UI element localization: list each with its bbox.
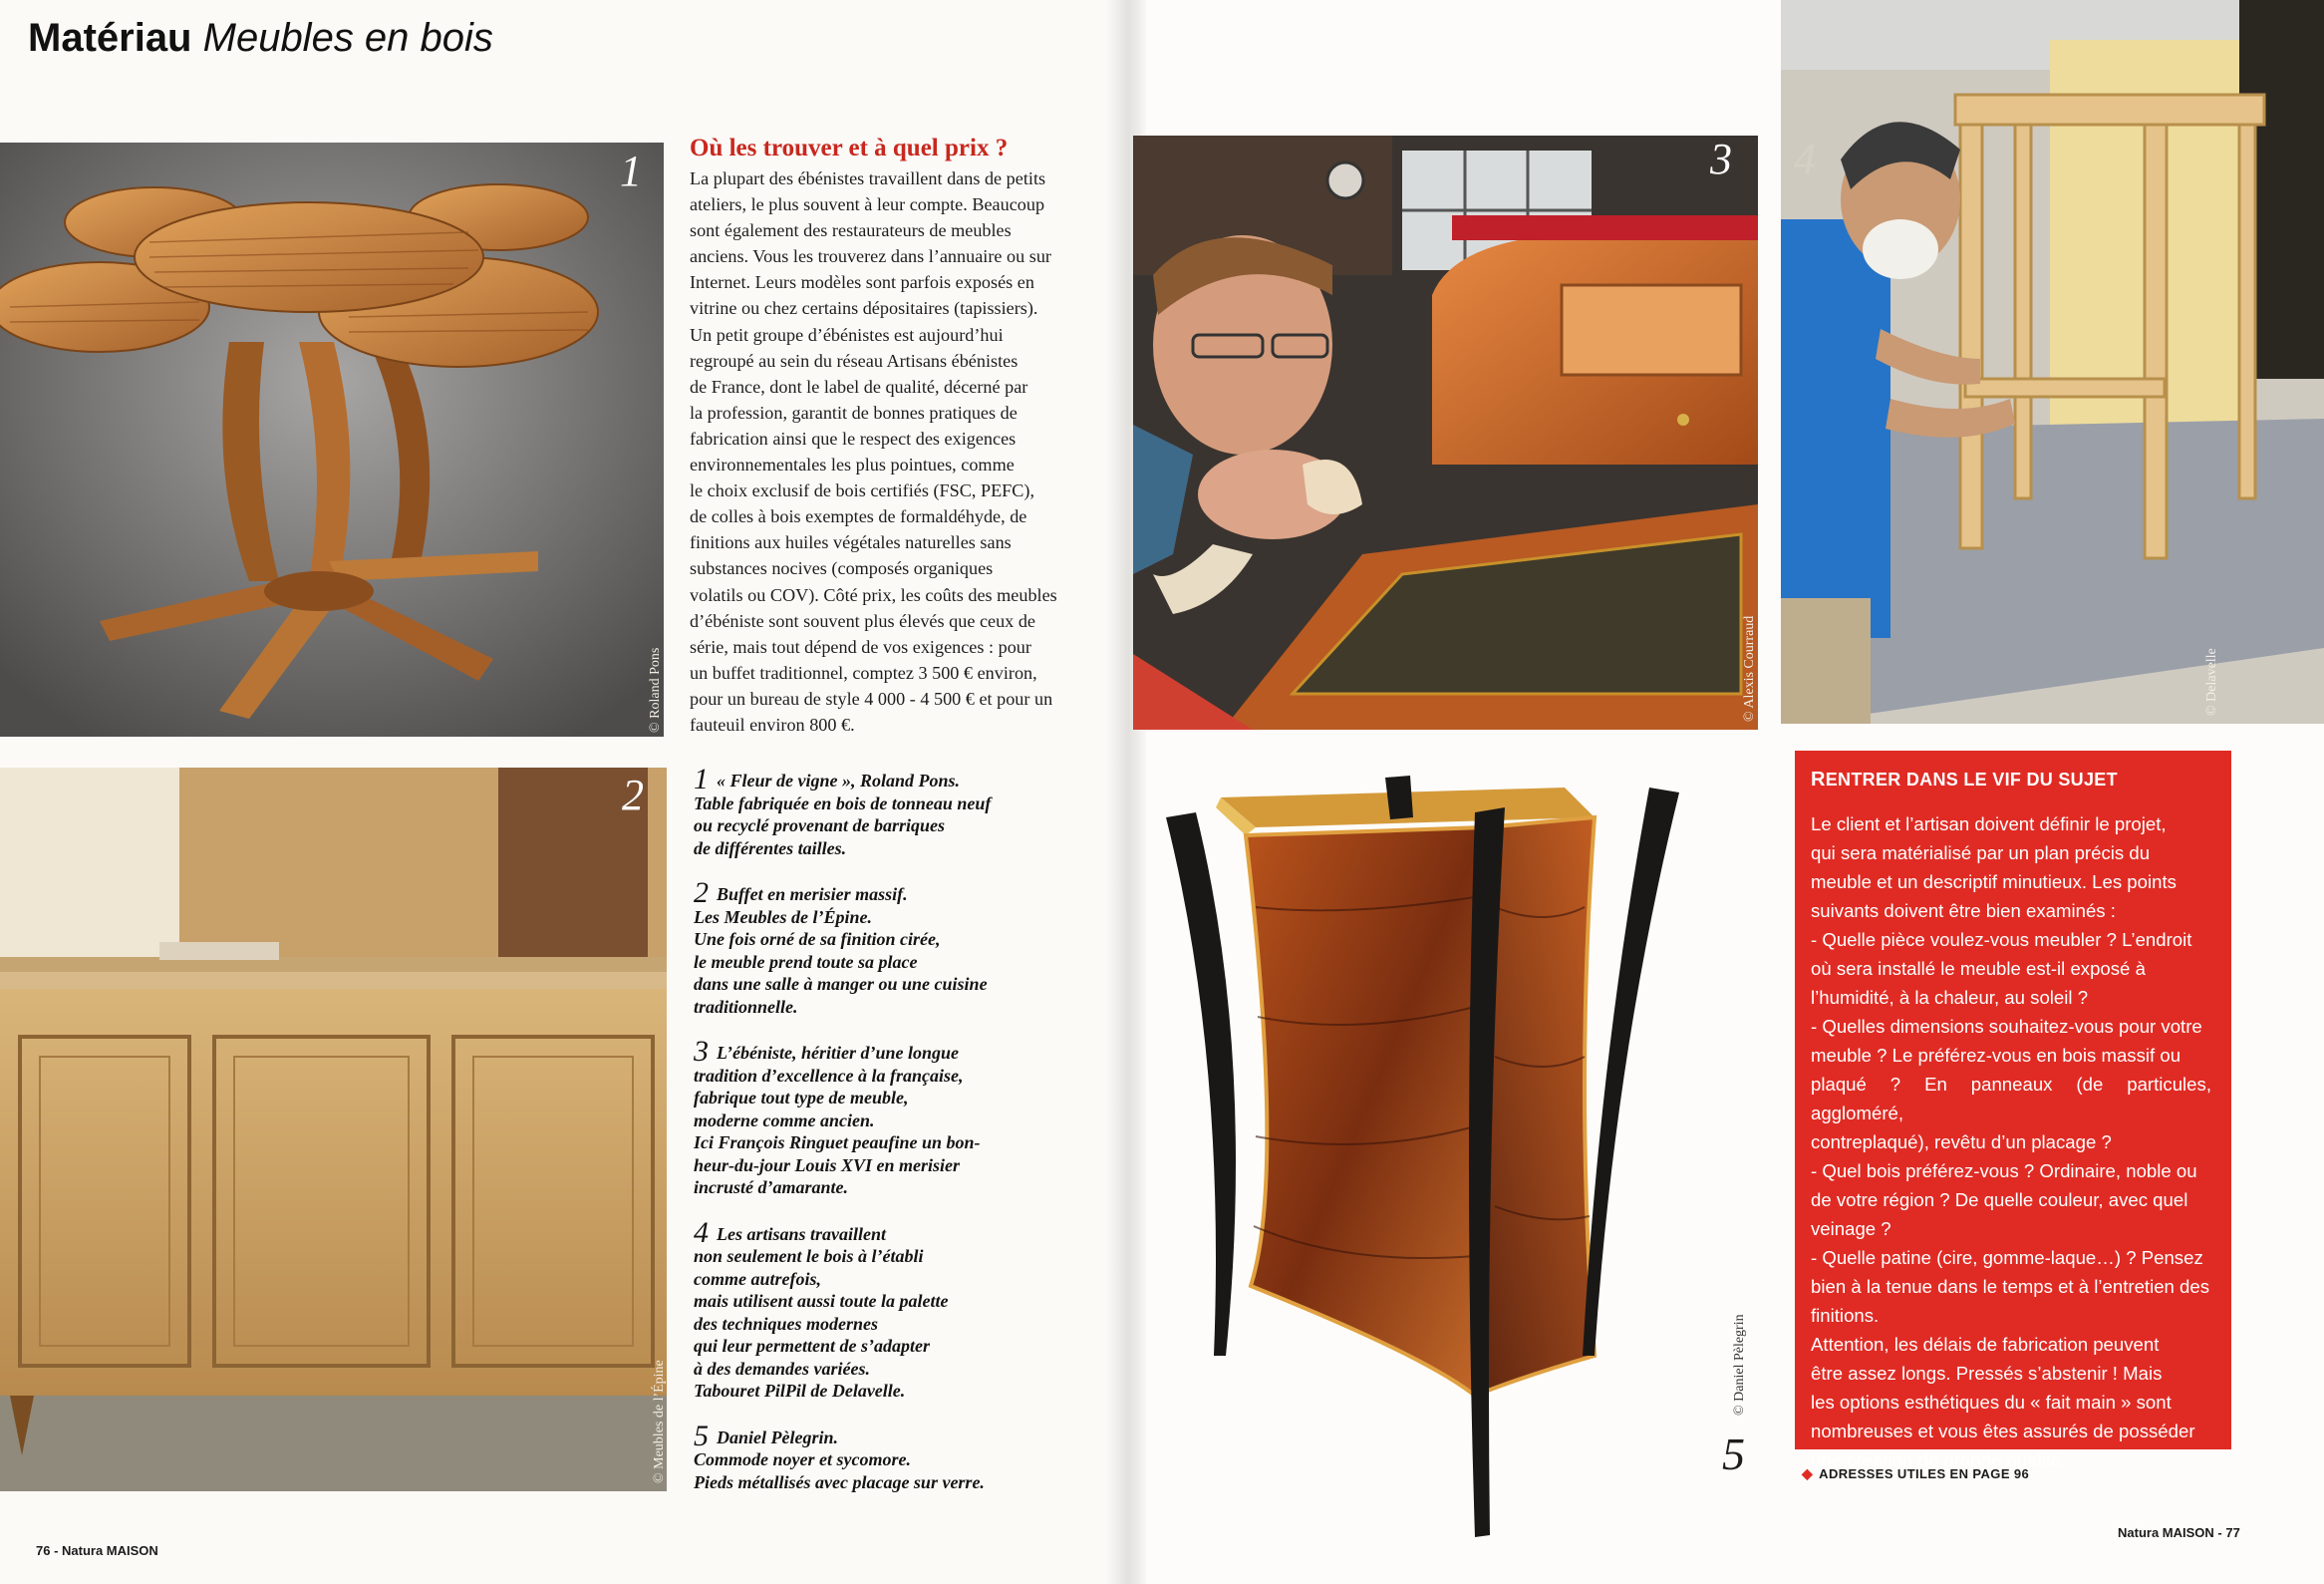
- caption-line: Les artisans travaillent: [717, 1223, 887, 1244]
- useful-addresses-link[interactable]: [1802, 1465, 2029, 1482]
- caption-number: 3: [694, 1035, 709, 1068]
- sidebar-line: l’humidité, à la chaleur, au soleil ?: [1811, 987, 2089, 1008]
- sidebar-line: bien à la tenue dans le temps et à l’entretien des: [1811, 1276, 2210, 1297]
- sidebar-line: - Quel bois préférez-vous ? Ordinaire, noble ou: [1811, 1160, 2197, 1181]
- sidebar-line: plaqué ? En panneaux (de particules, aggloméré,: [1811, 1074, 2211, 1123]
- header-section: Matériau: [28, 16, 192, 60]
- sidebar-title-initial: R: [1811, 769, 1826, 791]
- article-line: La plupart des ébénistes travaillent dans de petits: [690, 168, 1046, 188]
- sidebar-line: de votre région ? De quelle couleur, avec quel: [1811, 1189, 2188, 1210]
- caption-number: 4: [694, 1215, 709, 1249]
- caption-line: Table fabriquée en bois de tonneau neuf: [694, 792, 992, 813]
- caption-line: incrusté d’amarante.: [694, 1177, 849, 1197]
- article-line: Un petit groupe d’ébénistes est aujourd’hui: [690, 324, 1004, 345]
- caption-line: Pieds métallisés avec placage sur verre.: [694, 1471, 985, 1492]
- caption-number: 5: [694, 1419, 709, 1452]
- sidebar-body: [1811, 809, 2211, 1474]
- sidebar-line: être assez longs. Pressés s’abstenir ! Mais: [1811, 1363, 2163, 1384]
- sidebar-line: finitions.: [1811, 1305, 1880, 1326]
- caption-line: Une fois orné de sa finition cirée,: [694, 929, 941, 949]
- caption-1: [694, 763, 1092, 859]
- folio-right: Natura MAISON - 77: [2118, 1525, 2240, 1540]
- photo-cabinetmaker: [1133, 136, 1758, 730]
- sidebar-line: meuble et un descriptif minutieux. Les points: [1811, 871, 2177, 892]
- sidebar-line: - Quelle patine (cire, gomme-laque…) ? Pensez: [1811, 1247, 2203, 1268]
- caption-line: des techniques modernes: [694, 1313, 879, 1334]
- article-line: série, mais tout dépend de vos exigences : pour: [690, 636, 1031, 657]
- article-line: substances nocives (composés organiques: [690, 558, 994, 579]
- photo-credit-1: © Roland Pons: [648, 647, 663, 733]
- photo-captions: [694, 763, 1092, 1515]
- photo-credit-3: © Alexis Courraud: [1742, 615, 1757, 722]
- article-line: fabrication ainsi que le respect des exigences: [690, 428, 1017, 449]
- photo-number-2: 2: [622, 771, 644, 819]
- article-line: environnementales les plus pointues, comme: [690, 455, 1015, 475]
- caption-number: 2: [694, 876, 709, 909]
- caption-line: moderne comme ancien.: [694, 1109, 875, 1130]
- caption-3: [694, 1035, 1092, 1199]
- caption-line: Ici François Ringuet peaufine un bon-: [694, 1132, 981, 1152]
- caption-line: non seulement le bois à l’établi: [694, 1246, 924, 1266]
- caption-2: [694, 876, 1092, 1018]
- caption-line: « Fleur de vigne », Roland Pons.: [717, 771, 961, 791]
- article-line: vitrine ou chez certains dépositaires (tapissiers).: [690, 298, 1038, 319]
- caption-line: Daniel Pèlegrin.: [717, 1426, 838, 1447]
- photo-credit-5: © Daniel Pèlegrin: [1732, 1314, 1747, 1416]
- sidebar-line: - Quelles dimensions souhaitez-vous pour votre: [1811, 1016, 2202, 1037]
- sidebar-line: veinage ?: [1811, 1218, 1891, 1239]
- caption-line: Buffet en merisier massif.: [717, 884, 908, 904]
- caption-line: tradition d’excellence à la française,: [694, 1065, 964, 1086]
- sidebar-line: Le client et l’artisan doivent définir le projet,: [1811, 813, 2167, 834]
- photo-credit-4: © Delavelle: [2204, 648, 2219, 716]
- sidebar-line: meuble ? Le préférez-vous en bois massif ou: [1811, 1045, 2181, 1066]
- caption-line: le meuble prend toute sa place: [694, 951, 918, 972]
- sidebar-line: Attention, les délais de fabrication peuvent: [1811, 1334, 2160, 1355]
- sidebar-title-rest: ENTRER DANS LE VIF DU SUJET: [1825, 770, 2118, 790]
- sidebar-line: suivants doivent être bien examinés :: [1811, 900, 2116, 921]
- article-line: anciens. Vous les trouverez dans l’annuaire ou sur: [690, 246, 1051, 267]
- photo-workshop: [1781, 0, 2324, 724]
- caption-line: Tabouret PilPil de Delavelle.: [694, 1381, 906, 1401]
- caption-5: [694, 1419, 1092, 1494]
- caption-line: mais utilisent aussi toute la palette: [694, 1291, 949, 1311]
- article-line: Internet. Leurs modèles sont parfois exposés en: [690, 272, 1034, 293]
- caption-line: comme autrefois,: [694, 1268, 821, 1289]
- sidebar-line: les options esthétiques du « fait main » sont: [1811, 1392, 2172, 1413]
- sidebar-box: [1795, 751, 2231, 1470]
- article-line: un buffet traditionnel, comptez 3 500 € environ,: [690, 662, 1037, 683]
- caption-line: à des demandes variées.: [694, 1358, 870, 1379]
- photo-number-5: 5: [1722, 1428, 1745, 1479]
- caption-line: fabrique tout type de meuble,: [694, 1088, 909, 1108]
- caption-line: qui leur permettent de s’adapter: [694, 1336, 930, 1356]
- article-line: pour un bureau de style 4 000 - 4 500 € et pour un: [690, 688, 1053, 709]
- caption-line: dans une salle à manger ou une cuisine: [694, 974, 988, 994]
- article-body: [690, 165, 1084, 738]
- caption-line: Commode noyer et sycomore.: [694, 1449, 911, 1469]
- useful-addresses-text: ADRESSES UTILES EN PAGE 96: [1819, 1466, 2030, 1481]
- caption-line: traditionnelle.: [694, 996, 798, 1017]
- article-line: de colles à bois exemptes de formaldéhyde, de: [690, 506, 1027, 527]
- caption-line: heur-du-jour Louis XVI en merisier: [694, 1154, 961, 1175]
- article-line: le choix exclusif de bois certifiés (FSC, PEFC),: [690, 480, 1035, 501]
- photo-number-4: 4: [1794, 135, 1816, 183]
- article-line: finitions aux huiles végétales naturelles sans: [690, 532, 1012, 553]
- article-line: de France, dont le label de qualité, décerné par: [690, 376, 1028, 397]
- article-line: ateliers, le plus souvent à leur compte. Beaucoup: [690, 194, 1045, 215]
- folio-left: 76 - Natura MAISON: [36, 1543, 158, 1558]
- sidebar-line: qui sera matérialisé par un plan précis du: [1811, 842, 2151, 863]
- photo-commode: [1146, 758, 1744, 1545]
- photo-number-1: 1: [620, 147, 642, 195]
- article-title: Où les trouver et à quel prix ?: [690, 135, 1009, 161]
- sidebar-title: [1811, 769, 2211, 792]
- caption-number: 1: [694, 763, 709, 795]
- sidebar-line: une création de grande qualité.: [1811, 1449, 2067, 1470]
- page-header: [28, 14, 493, 62]
- sidebar-line: - Quelle pièce voulez-vous meubler ? L’endroit: [1811, 929, 2192, 950]
- caption-4: [694, 1215, 1092, 1403]
- article-line: volatils ou COV). Côté prix, les coûts des meubles: [690, 584, 1057, 605]
- photo-round-table: [0, 143, 664, 737]
- article-line: sont également des restaurateurs de meubles: [690, 220, 1012, 241]
- photo-credit-2: © Meubles de l’Épine: [652, 1360, 667, 1483]
- article-line: regroupé au sein du réseau Artisans ébénistes: [690, 350, 1018, 371]
- sidebar-line: contreplaqué), revêtu d’un placage ?: [1811, 1131, 2112, 1152]
- caption-line: L’ébéniste, héritier d’une longue: [717, 1043, 959, 1063]
- caption-line: Les Meubles de l’Épine.: [694, 906, 872, 927]
- article-line: d’ébéniste sont souvent plus élevés que ceux de: [690, 610, 1035, 631]
- photo-buffet: [0, 768, 667, 1491]
- caption-line: de différentes tailles.: [694, 837, 847, 858]
- header-topic: Meubles en bois: [202, 16, 493, 60]
- sidebar-line: où sera installé le meuble est-il exposé à: [1811, 958, 2146, 979]
- caption-line: ou recyclé provenant de barriques: [694, 815, 945, 835]
- article-line: la profession, garantit de bonnes pratiques de: [690, 402, 1017, 423]
- sidebar-line: nombreuses et vous êtes assurés de posséder: [1811, 1421, 2195, 1441]
- photo-number-3: 3: [1710, 135, 1732, 183]
- diamond-bullet-icon: ◆: [1802, 1465, 1814, 1481]
- article-line: fauteuil environ 800 €.: [690, 714, 855, 735]
